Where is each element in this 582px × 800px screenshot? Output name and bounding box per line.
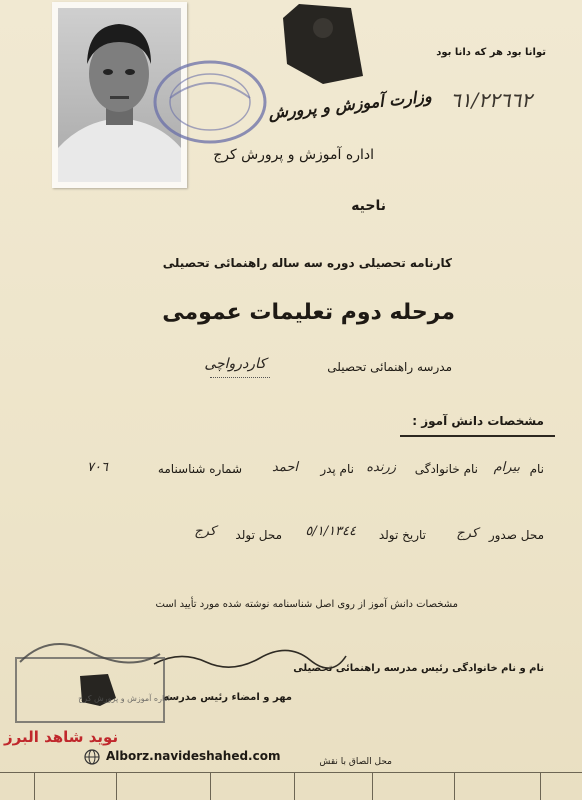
principal-line: نام و نام خانوادگی رئیس مدرسه راهنمائی تحصیلی [293,663,544,674]
principal-signature-label: مهر و امضاء رئیس مدرسه [163,692,292,703]
first-name-label: نام [529,462,544,476]
ministry-header: وزارت آموزش و پرورش [267,86,433,123]
report-title: کارنامه تحصیلی دوره سه ساله راهنمائی تحصیلی [162,256,452,270]
issue-place-label: محل صدور [488,528,544,542]
department-name: اداره آموزش و پرورش کرج [213,147,374,163]
stamp-text: اداره آموزش و پرورش کرج [78,694,170,703]
watermark-url: Alborz.navideshahed.com [106,749,281,763]
school-label: مدرسه راهنمائی تحصیلی [327,360,452,374]
birth-date-label: تاریخ تولد [378,528,426,542]
grid-col-7 [540,772,541,800]
birth-place-value: کرج [194,524,216,539]
last-name-label: نام خانوادگی [414,462,478,476]
birth-place-label: محل تولد [235,528,282,542]
grid-top-line [0,772,582,773]
section-underline [400,435,555,437]
globe-icon [84,749,100,765]
school-name-line [210,376,270,378]
school-stamp-icon [10,632,170,727]
photo-attach-label: محل الصاق با نقش [319,757,392,767]
grid-col-4 [294,772,295,800]
id-number-value: ٧٠٦ [87,460,108,475]
watermark-logo: نوید شاهد البرز [4,728,119,746]
grid-col-6 [454,772,455,800]
school-name: کاردرواچی [204,356,266,372]
stage-title: مرحله دوم تعلیمات عمومی [162,300,455,325]
grid-col-2 [116,772,117,800]
motto: توانا بود هر که دانا بود [436,47,546,58]
principal-signature-icon [150,648,350,672]
grid-col-1 [34,772,35,800]
district-label: ناحیه [351,198,386,214]
grid-col-3 [210,772,211,800]
grid-col-5 [372,772,373,800]
father-name-label: نام پدر [320,462,354,476]
verification-note: مشخصات دانش آموز از روی اصل شناسنامه نوشته شده مورد تأیید است [155,599,458,610]
student-section-title: مشخصات دانش آموز : [412,414,544,428]
id-number-label: شماره شناسنامه [157,462,242,476]
first-name-value: بیرام [493,460,520,475]
father-name-value: احمد [272,460,298,475]
birth-date-value: ٥/١/١٣٤٤ [305,524,356,539]
issue-place-value: کرج [456,526,478,541]
ministry-stamp-icon [150,58,270,148]
last-name-value: زرنده [366,460,396,475]
serial-number: ٦١/٢٢٦٦٢ [450,88,532,112]
seal-sticker-icon [283,4,365,84]
